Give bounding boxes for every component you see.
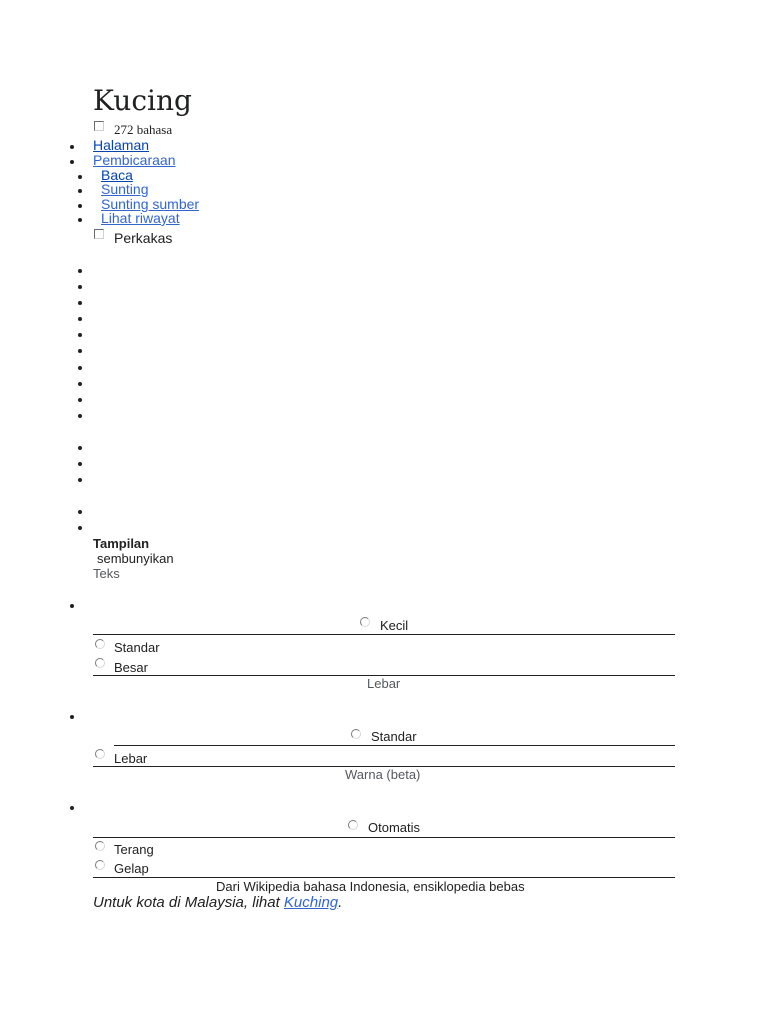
tab-sunting[interactable]: Sunting	[101, 181, 149, 197]
languages-checkbox[interactable]	[94, 121, 104, 131]
list-bullet	[78, 398, 82, 402]
text-standard-label[interactable]: Standar	[114, 640, 160, 655]
hatnote-prefix: Untuk kota di Malaysia, lihat	[93, 894, 284, 911]
width-wide-label[interactable]: Lebar	[114, 751, 148, 766]
tab-halaman[interactable]: Halaman	[93, 137, 150, 153]
list-bullet	[78, 462, 82, 466]
tools-checkbox[interactable]	[94, 229, 104, 239]
divider	[93, 837, 675, 838]
hatnote	[93, 894, 342, 911]
color-auto-label[interactable]: Otomatis	[368, 820, 421, 835]
list-bullet	[70, 715, 74, 719]
list-bullet	[78, 218, 82, 222]
languages-label[interactable]: 272 bahasa	[114, 122, 173, 137]
text-large-label[interactable]: Besar	[114, 660, 148, 675]
list-bullet	[78, 301, 82, 305]
list-bullet	[78, 317, 82, 321]
list-bullet	[78, 510, 82, 514]
tab-pembicaraan[interactable]: Pembicaraan	[93, 152, 176, 168]
color-dark-label[interactable]: Gelap	[114, 861, 149, 876]
site-tagline: Dari Wikipedia bahasa Indonesia, ensiklopedia bebas	[216, 879, 525, 894]
radio-color-light[interactable]	[95, 841, 105, 851]
list-bullet	[78, 414, 82, 418]
page-title: Kucing	[93, 84, 192, 117]
list-bullet	[70, 160, 74, 164]
list-bullet	[78, 382, 82, 386]
width-standard-label[interactable]: Standar	[371, 729, 417, 744]
list-bullet	[78, 175, 82, 179]
radio-width-standard[interactable]	[351, 729, 361, 739]
tab-lihat-riwayat[interactable]: Lihat riwayat	[101, 210, 180, 226]
list-bullet	[70, 604, 74, 608]
hatnote-link-kuching[interactable]: Kuching	[283, 894, 339, 911]
list-bullet	[70, 806, 74, 810]
radio-text-standard[interactable]	[95, 639, 105, 649]
appearance-heading: Tampilan	[93, 536, 150, 551]
radio-text-small[interactable]	[360, 617, 370, 627]
list-bullet	[78, 366, 82, 370]
width-label: Lebar	[367, 676, 401, 691]
color-label: Warna (beta)	[345, 767, 421, 782]
divider	[93, 634, 675, 635]
radio-color-dark[interactable]	[95, 860, 105, 870]
appearance-hide-button[interactable]: sembunyikan	[97, 551, 174, 566]
divider	[114, 745, 675, 746]
list-bullet	[78, 333, 82, 337]
list-bullet	[78, 349, 82, 353]
tools-label[interactable]: Perkakas	[114, 230, 173, 246]
hatnote-suffix: .	[338, 894, 343, 911]
color-light-label[interactable]: Terang	[114, 842, 154, 857]
radio-color-auto[interactable]	[348, 820, 358, 830]
radio-text-large[interactable]	[95, 658, 105, 668]
tab-sunting-sumber[interactable]: Sunting sumber	[101, 196, 200, 212]
list-bullet	[78, 269, 82, 273]
list-bullet	[78, 446, 82, 450]
list-bullet	[70, 145, 74, 149]
divider	[93, 877, 675, 878]
radio-width-wide[interactable]	[95, 749, 105, 759]
text-small-label[interactable]: Kecil	[380, 618, 409, 633]
list-bullet	[78, 204, 82, 208]
list-bullet	[78, 189, 82, 193]
list-bullet	[78, 285, 82, 289]
list-bullet	[78, 526, 82, 530]
tab-baca[interactable]: Baca	[101, 167, 133, 183]
text-size-label: Teks	[93, 566, 120, 581]
list-bullet	[78, 478, 82, 482]
